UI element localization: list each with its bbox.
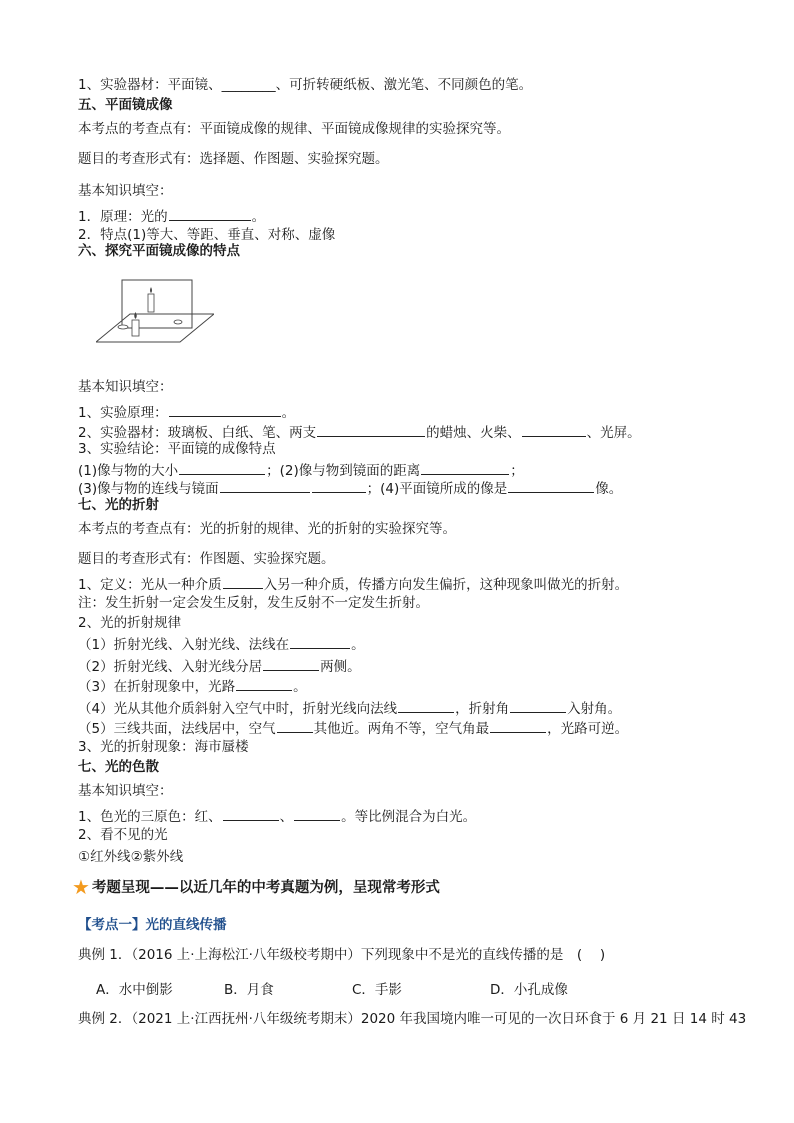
star-icon: ★ xyxy=(72,875,90,899)
example-1-question: 典例 1．（2016 上·上海松江·八年级校考期中）下列现象中不是光的直线传播的是 ( ) xyxy=(78,947,606,963)
section-5-forms: 题目的考查形式有：选择题、作图题、实验探究题。 xyxy=(78,151,389,167)
example-2-question: 典例 2．（2021 上·江西抚州·八年级统考期末）2020 年我国境内唯一可见的一次日环食于 6 月 21 日 14 时 43 xyxy=(78,1011,747,1027)
conclusion-3-4: (3)像与物的连线与镜面 ；(4)平面镜所成的像是 像。 xyxy=(78,478,622,498)
conclusion-1-2: (1)像与物的大小 ；(2)像与物到镜面的距离 ； xyxy=(78,460,524,480)
blank[interactable] xyxy=(179,460,265,475)
dispersion-heading: 七、光的色散 xyxy=(78,759,159,775)
section-7-points: 本考点的考查点有：光的折射的规律、光的折射的实验探究等。 xyxy=(78,521,456,537)
features-line: 2．特点(1)等大、等距、垂直、对称、虚像 xyxy=(78,227,336,243)
basic-fill-label-3: 基本知识填空： xyxy=(78,783,173,799)
option-c[interactable]: C．手影 xyxy=(352,982,402,998)
blank[interactable] xyxy=(263,656,319,671)
blank[interactable] xyxy=(290,634,350,649)
refraction-phenomenon: 3、光的折射现象：海市蜃楼 xyxy=(78,739,249,755)
section-6-heading: 六、探究平面镜成像的特点 xyxy=(78,243,240,259)
refraction-law-3: （3）在折射现象中，光路 。 xyxy=(78,676,307,696)
basic-fill-label-2: 基本知识填空： xyxy=(78,379,173,395)
blank[interactable] xyxy=(223,574,263,589)
option-a[interactable]: A．水中倒影 xyxy=(96,982,173,998)
blank[interactable] xyxy=(294,806,340,821)
blank[interactable] xyxy=(277,718,313,733)
option-d[interactable]: D．小孔成像 xyxy=(490,982,568,998)
refraction-law-1: （1）折射光线、入射光线、法线在 。 xyxy=(78,634,365,654)
refraction-law-4: （4）光从其他介质斜射入空气中时，折射光线向法线 ，折射角 入射角。 xyxy=(78,698,621,718)
refraction-definition: 1、定义：光从一种介质 入另一种介质，传播方向发生偏折，这种现象叫做光的折射。 xyxy=(78,574,628,594)
primary-colors-line: 1、色光的三原色：红、 、 。等比例混合为白光。 xyxy=(78,806,476,826)
blank[interactable] xyxy=(169,206,251,221)
section-7-heading: 七、光的折射 xyxy=(78,497,159,513)
experiment-equipment: 2、实验器材：玻璃板、白纸、笔、两支 的蜡烛、火柴、 、光屏。 xyxy=(78,422,641,442)
exam-section-title: ★ 考题呈现——以近几年的中考真题为例，呈现常考形式 xyxy=(72,875,440,899)
experiment-conclusion: 3、实验结论：平面镜的成像特点 xyxy=(78,441,276,457)
blank[interactable] xyxy=(490,718,546,733)
section-5-points: 本考点的考查点有：平面镜成像的规律、平面镜成像规律的实验探究等。 xyxy=(78,121,510,137)
blank[interactable] xyxy=(317,422,425,437)
refraction-laws-heading: 2、光的折射规律 xyxy=(78,615,182,631)
option-b[interactable]: B．月食 xyxy=(224,982,274,998)
basic-fill-label-1: 基本知识填空： xyxy=(78,183,173,199)
principle-line: 1．原理：光的 。 xyxy=(78,206,265,226)
blank[interactable] xyxy=(510,698,566,713)
blank[interactable] xyxy=(398,698,454,713)
refraction-law-5: （5）三线共面，法线居中，空气 其他近。两角不等，空气角最 ，光路可逆。 xyxy=(78,718,628,738)
experiment-principle: 1、实验原理： 。 xyxy=(78,402,295,422)
refraction-law-2: （2）折射光线、入射光线分居 两侧。 xyxy=(78,656,361,676)
blank[interactable] xyxy=(223,806,279,821)
invisible-light-heading: 2、看不见的光 xyxy=(78,827,168,843)
section-5-heading: 五、平面镜成像 xyxy=(78,97,173,113)
blank[interactable] xyxy=(421,460,509,475)
refraction-note: 注：发生折射一定会发生反射，发生反射不一定发生折射。 xyxy=(78,595,429,611)
blank[interactable] xyxy=(169,402,281,417)
blank[interactable] xyxy=(220,478,310,493)
blank[interactable] xyxy=(522,422,586,437)
plane-mirror-experiment-figure xyxy=(96,274,214,346)
section-7-forms: 题目的考查形式有：作图题、实验探究题。 xyxy=(78,551,335,567)
kaodian-1-title: 【考点一】光的直线传播 xyxy=(78,917,227,933)
equipment-line: 1、实验器材：平面镜、________、可折转硬纸板、激光笔、不同颜色的笔。 xyxy=(78,77,533,93)
blank[interactable] xyxy=(508,478,594,493)
blank[interactable] xyxy=(312,478,366,493)
invisible-light-items: ①红外线②紫外线 xyxy=(78,849,184,865)
blank[interactable] xyxy=(236,676,292,691)
